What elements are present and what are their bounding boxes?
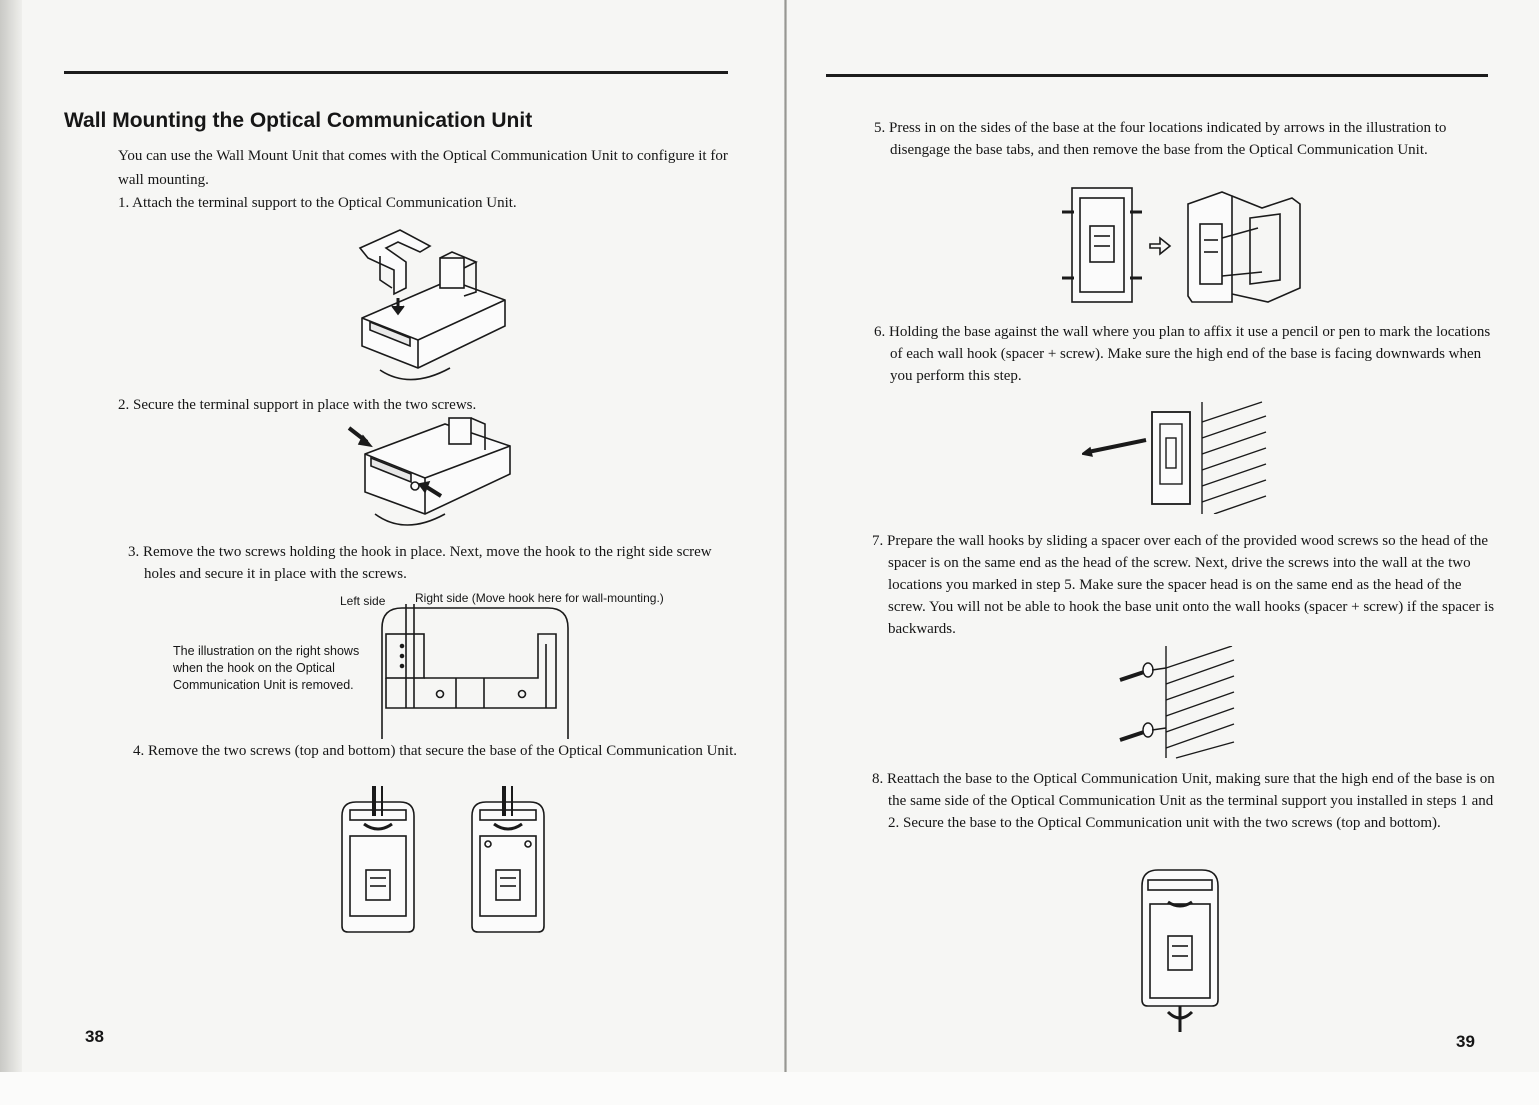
step-5: 5. Press in on the sides of the base at the four locations indicated by arrows in the illustration to disengage the base tabs, and then remove the base from the Optical Communication Unit. [874, 120, 1447, 158]
label-right-side: Right side (Move hook here for wall-mounting.) [415, 591, 664, 605]
figure-remove-base-screws [338, 786, 558, 936]
right-page [786, 0, 1539, 1080]
step-2: 2. Secure the terminal support in place with the two screws. [118, 397, 477, 413]
figure-hook-positions [380, 604, 570, 739]
intro-paragraph: You can use the Wall Mount Unit that comes with the Optical Communication Unit to configure it for wall mounting. [118, 148, 728, 188]
step-7: 7. Prepare the wall hooks by sliding a spacer over each of the provided wood screws so the head of the spacer is on the same end as the head of the screw. Next, drive the screws into the wall at the two locations you marked in step 5. Make sure the spacer head is on the same end as the head of the screw. You will not be able to hook the base unit onto the wall hooks (spacer + screw) if the spacer is backwards. [872, 533, 1495, 637]
step-1: 1. Attach the terminal support to the Optical Communication Unit. [118, 195, 517, 211]
page-number: 39 [1456, 1032, 1475, 1051]
figure-remove-base [1062, 184, 1302, 309]
step-4: 4. Remove the two screws (top and bottom) that secure the base of the Optical Communication Unit. [133, 743, 738, 759]
label-left-side: Left side [340, 594, 386, 608]
figure-attach-terminal-support [340, 218, 520, 388]
figure-reattach-base [1138, 866, 1222, 1036]
step-3: 3. Remove the two screws holding the hook in place. Next, move the hook to the right side screw holes and secure it in place with the screws. [128, 544, 712, 582]
unit-front-b [472, 786, 544, 932]
step-8: 8. Reattach the base to the Optical Communication Unit, making sure that the high end of the base is on the same side of the Optical Communication Unit as the terminal support you installed in steps 1 and 2. Secure the base to the Optical Communication unit with the two screws (top and bottom). [872, 771, 1495, 831]
figure-mark-wall [1082, 394, 1282, 514]
left-page [0, 0, 786, 1080]
top-rule [826, 74, 1488, 77]
page-title: Wall Mounting the Optical Communication Unit [64, 109, 533, 132]
figure-wall-hooks [1116, 646, 1246, 764]
step-6: 6. Holding the base against the wall where you plan to affix it use a pencil or pen to mark the locations of each wall hook (spacer + screw). Make sure the high end of the base is facing downwards when you perform this step. [874, 324, 1491, 384]
figure-caption: The illustration on the right shows when the hook on the Optical Communication Unit is removed. [173, 644, 360, 692]
figure-secure-screws [345, 414, 525, 539]
top-rule [64, 71, 728, 74]
unit-front-a [342, 786, 414, 932]
page-number: 38 [85, 1027, 104, 1046]
